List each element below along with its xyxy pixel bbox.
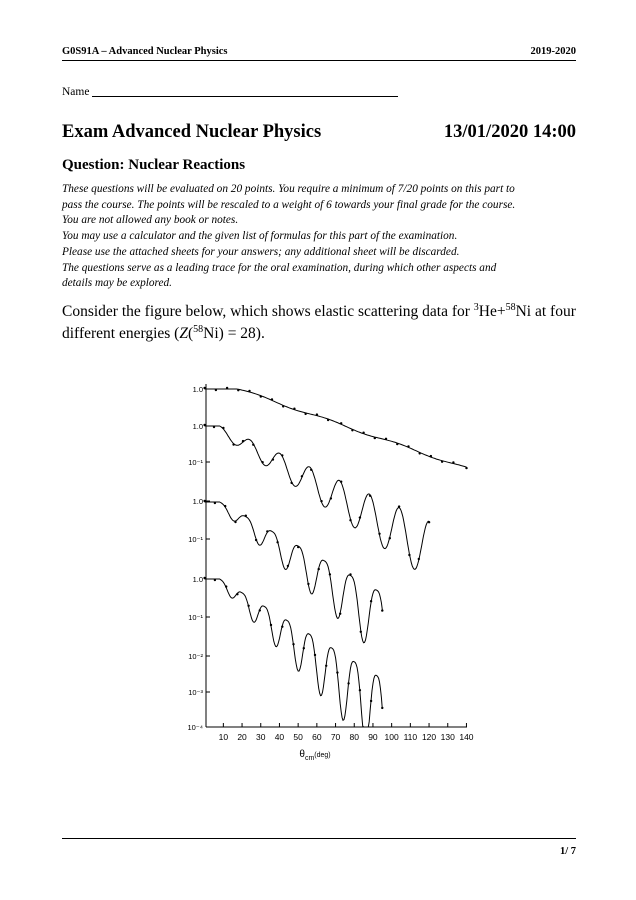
x-axis-label: $\theta_{cm}^{(deg)}$ [299,749,331,762]
header-rule [62,60,576,61]
page-header [62,46,576,57]
data-point [215,389,217,391]
data-point [307,583,309,585]
data-point [292,643,294,645]
data-point [378,533,380,535]
x-tick-label: 80 [349,732,359,742]
data-point [214,579,216,581]
data-point [301,475,303,477]
y-tick-label: 1.0 [192,497,203,506]
data-point [314,654,316,656]
data-point [303,647,305,649]
x-tick-label: 30 [256,732,266,742]
data-point [374,437,376,439]
data-point [245,515,247,517]
curve-2 [205,426,430,569]
x-tick-label: 20 [237,732,247,742]
x-tick-label: 140 [459,732,474,742]
name-label: Name [62,86,90,98]
data-point [293,408,295,410]
data-point [349,573,351,575]
intro-paragraph: Consider the figure below, which shows elastic scattering data for $^3$He+$^{58}$Ni at four different energies (Z($^{58}$Ni) = 28). [62,301,576,342]
data-point [281,454,283,456]
curve-3 [205,502,383,643]
data-point [465,467,467,469]
data-point [385,438,387,440]
data-point [214,502,216,504]
data-point [370,600,372,602]
instruction-line: The questions serve as a leading trace for the oral examination, during which other aspects and [62,261,497,274]
data-point [266,530,268,532]
data-point [362,432,364,434]
x-tick-label: 60 [312,732,322,742]
scattering-figure [170,372,480,762]
data-point [237,389,239,391]
data-point [381,609,383,611]
x-tick-label: 70 [330,732,341,742]
data-point [226,387,228,389]
instruction-line: Please use the attached sheets for your answers; any additional sheet will be discarded. [62,245,460,258]
data-point [336,671,338,673]
data-point [359,689,361,691]
data-point [339,613,341,615]
data-point [381,707,383,709]
data-point [247,605,249,607]
data-point [430,455,432,457]
page-number: 1/ 7 [559,846,576,857]
y-tick-label: 10⁻¹ [188,458,203,467]
data-point [203,387,205,389]
y-tick-label: 1.0 [192,422,203,431]
y-tick-label: 1.0 [192,575,203,584]
data-point [232,443,234,445]
data-point [359,516,361,518]
instruction-line: details may be explored. [62,277,173,290]
data-point [259,609,261,611]
data-point [310,469,312,471]
x-tick-label: 100 [384,732,399,742]
data-point [234,521,236,523]
y-tick-group [187,385,210,732]
name-field-line[interactable] [92,96,398,97]
instruction-line: You are not allowed any book or notes. [62,214,239,227]
axes-group [206,384,467,727]
data-point [351,429,353,431]
data-point [452,461,454,463]
data-point [419,452,421,454]
instruction-line: These questions will be evaluated on 20 points. You require a minimum of 7/20 points on this part to [62,183,515,195]
data-point [297,546,299,548]
data-point [340,481,342,483]
data-point [398,505,400,507]
data-point [222,427,224,429]
data-point [304,413,306,415]
footer-rule [62,838,576,839]
x-tick-label: 130 [440,732,455,742]
data-point [441,461,443,463]
instructions [62,182,576,292]
instruction-line: You may use a calculator and the given list of formulas for this part of the examination. [62,230,458,243]
curve-4 [205,579,383,727]
x-tick-label: 110 [403,732,418,742]
y-tick-label: 10⁻³ [188,688,203,697]
data-point [248,390,250,392]
exam-datetime: 13/01/2020 14:00 [443,122,576,142]
y-tick-label: 1.0 [192,385,203,394]
data-point [360,631,362,633]
data-point [389,537,391,539]
data-point [396,443,398,445]
data-point [236,593,238,595]
data-point [428,521,430,523]
data-point [407,445,409,447]
x-tick-label: 50 [293,732,303,742]
data-point [408,554,410,556]
exam-title-row [62,122,576,143]
data-point [260,395,262,397]
data-point [276,541,278,543]
course-title: G0S91A – Advanced Nuclear Physics [62,46,228,57]
academic-year: 2019-2020 [530,46,576,57]
data-point [224,505,226,507]
x-tick-label: 10 [218,732,229,742]
data-point [255,539,257,541]
curve-group [205,389,467,727]
scattering-plot [170,372,480,762]
data-point [418,558,420,560]
data-point [330,497,332,499]
data-point [261,461,263,463]
data-point [316,413,318,415]
data-point [347,682,349,684]
x-tick-group [219,723,474,742]
x-tick-label: 120 [421,732,437,742]
data-point [270,624,272,626]
y-tick-label: 10⁻¹ [188,613,203,622]
data-point [203,424,205,426]
data-point [203,500,205,502]
data-point [281,626,283,628]
data-point [370,700,372,702]
y-tick-label: 10⁻² [188,652,203,661]
data-point [329,573,331,575]
data-point [271,398,273,400]
data-point [325,665,327,667]
y-tick-label: 10⁻¹ [188,535,203,544]
question-title: Question: Nuclear Reactions [62,157,246,173]
data-point [340,422,342,424]
y-tick-label: 10⁻⁴ [187,723,203,732]
data-point [252,444,254,446]
data-point [282,405,284,407]
x-tick-label: 90 [368,732,378,742]
data-point [290,482,292,484]
curve-1 [205,389,467,467]
data-point [242,440,244,442]
data-point [369,495,371,497]
data-point [287,565,289,567]
data-point [272,458,274,460]
data-point [318,568,320,570]
data-point [203,577,205,579]
data-point [327,419,329,421]
data-point [320,500,322,502]
data-point [349,519,351,521]
data-point [225,585,227,587]
instruction-line: pass the course. The points will be rescaled to a weight of 6 towards your final grade for the course. [62,198,516,211]
exam-title: Exam Advanced Nuclear Physics [62,122,322,142]
data-point [213,426,215,428]
x-tick-label: 40 [274,732,285,742]
